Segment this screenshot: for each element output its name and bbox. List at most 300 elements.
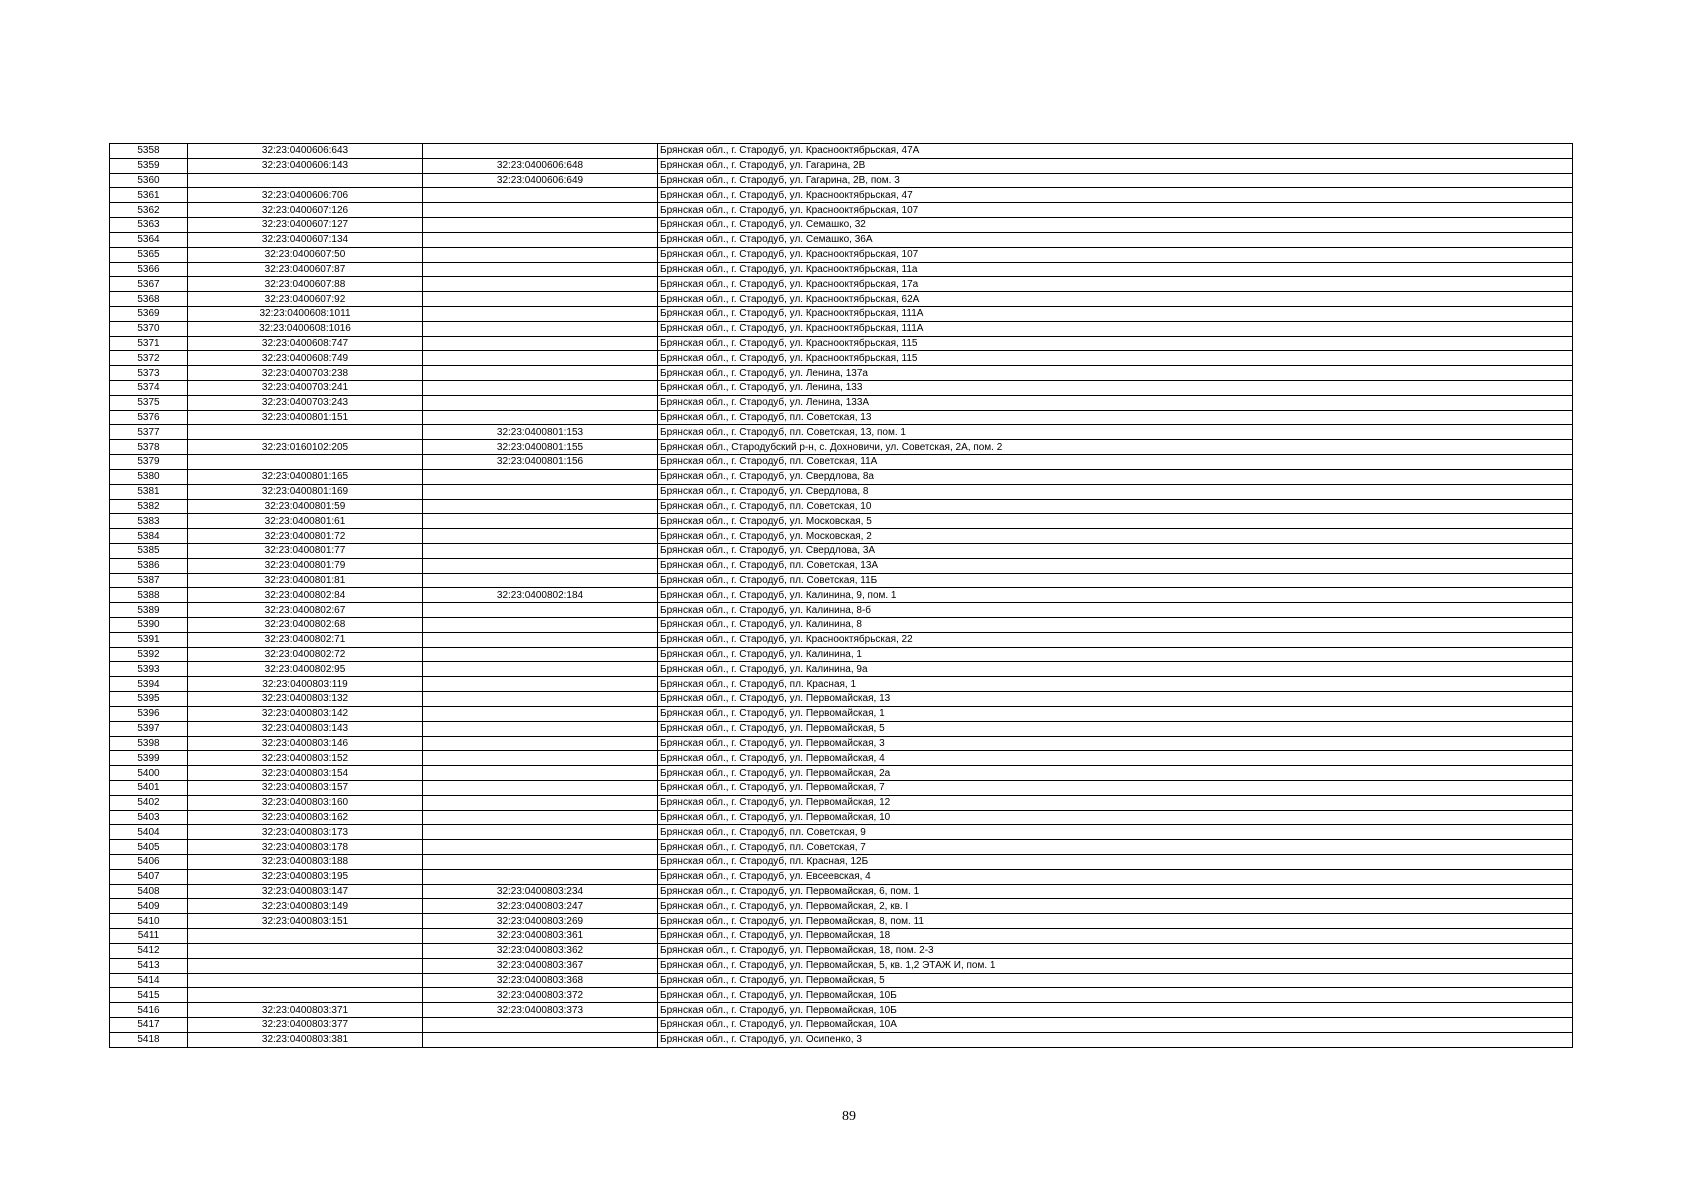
row-number-cell: 5408	[110, 884, 188, 899]
table-row	[110, 929, 1573, 944]
related-cadastral-number-cell	[423, 262, 658, 277]
table-row	[110, 899, 1573, 914]
table-row	[110, 292, 1573, 307]
cadastral-number-cell: 32:23:0400803:154	[188, 766, 423, 781]
table-row	[110, 499, 1573, 514]
table-row	[110, 543, 1573, 558]
address-cell: Брянская обл., г. Стародуб, ул. Первомайская, 10А	[658, 1017, 1573, 1032]
table-row	[110, 1032, 1573, 1047]
row-number-cell: 5399	[110, 751, 188, 766]
address-cell: Брянская обл., г. Стародуб, ул. Евсеевская, 4	[658, 869, 1573, 884]
address-cell: Брянская обл., г. Стародуб, ул. Первомайская, 18	[658, 929, 1573, 944]
row-number-cell: 5412	[110, 943, 188, 958]
row-number-cell: 5403	[110, 810, 188, 825]
related-cadastral-number-cell	[423, 366, 658, 381]
table-row	[110, 203, 1573, 218]
address-cell: Брянская обл., г. Стародуб, ул. Краснооктябрьская, 115	[658, 351, 1573, 366]
row-number-cell: 5395	[110, 692, 188, 707]
row-number-cell: 5379	[110, 455, 188, 470]
row-number-cell: 5377	[110, 425, 188, 440]
cadastral-number-cell	[188, 973, 423, 988]
related-cadastral-number-cell: 32:23:0400803:367	[423, 958, 658, 973]
row-number-cell: 5401	[110, 780, 188, 795]
cadastral-number-cell: 32:23:0400801:59	[188, 499, 423, 514]
table-row	[110, 306, 1573, 321]
address-cell: Брянская обл., г. Стародуб, ул. Первомайская, 6, пом. 1	[658, 884, 1573, 899]
cadastral-number-cell: 32:23:0400803:132	[188, 692, 423, 707]
cadastral-number-cell: 32:23:0400801:151	[188, 410, 423, 425]
related-cadastral-number-cell: 32:23:0400803:269	[423, 914, 658, 929]
address-cell: Брянская обл., г. Стародуб, пл. Советская, 10	[658, 499, 1573, 514]
row-number-cell: 5410	[110, 914, 188, 929]
address-cell: Брянская обл., г. Стародуб, пл. Советская, 11А	[658, 455, 1573, 470]
cadastral-number-cell	[188, 958, 423, 973]
address-cell: Брянская обл., Стародубский р-н, с. Дохновичи, ул. Советская, 2А, пом. 2	[658, 440, 1573, 455]
address-cell: Брянская обл., г. Стародуб, ул. Ленина, 133А	[658, 395, 1573, 410]
table-row	[110, 973, 1573, 988]
address-cell: Брянская обл., г. Стародуб, ул. Первомайская, 13	[658, 692, 1573, 707]
row-number-cell: 5360	[110, 173, 188, 188]
row-number-cell: 5406	[110, 855, 188, 870]
cadastral-number-cell: 32:23:0400803:152	[188, 751, 423, 766]
row-number-cell: 5389	[110, 603, 188, 618]
cadastral-number-cell: 32:23:0400703:241	[188, 381, 423, 396]
address-cell: Брянская обл., г. Стародуб, ул. Свердлова, 3А	[658, 543, 1573, 558]
row-number-cell: 5383	[110, 514, 188, 529]
cadastral-number-cell: 32:23:0400801:61	[188, 514, 423, 529]
address-cell: Брянская обл., г. Стародуб, ул. Калинина, 8-б	[658, 603, 1573, 618]
table-row	[110, 766, 1573, 781]
row-number-cell: 5397	[110, 721, 188, 736]
related-cadastral-number-cell	[423, 306, 658, 321]
table-row	[110, 706, 1573, 721]
row-number-cell: 5361	[110, 188, 188, 203]
cadastral-number-cell: 32:23:0400803:119	[188, 677, 423, 692]
address-cell: Брянская обл., г. Стародуб, ул. Краснооктябрьская, 17а	[658, 277, 1573, 292]
row-number-cell: 5391	[110, 632, 188, 647]
table-row	[110, 351, 1573, 366]
cadastral-number-cell: 32:23:0400803:151	[188, 914, 423, 929]
related-cadastral-number-cell	[423, 499, 658, 514]
related-cadastral-number-cell: 32:23:0400801:156	[423, 455, 658, 470]
address-cell: Брянская обл., г. Стародуб, ул. Краснооктябрьская, 111А	[658, 321, 1573, 336]
table-row	[110, 455, 1573, 470]
row-number-cell: 5363	[110, 218, 188, 233]
related-cadastral-number-cell: 32:23:0400606:649	[423, 173, 658, 188]
table-row	[110, 588, 1573, 603]
related-cadastral-number-cell	[423, 558, 658, 573]
address-cell: Брянская обл., г. Стародуб, ул. Краснооктябрьская, 111А	[658, 306, 1573, 321]
address-cell: Брянская обл., г. Стародуб, ул. Гагарина, 2В	[658, 158, 1573, 173]
table-row	[110, 573, 1573, 588]
table-row	[110, 144, 1573, 159]
related-cadastral-number-cell	[423, 618, 658, 633]
row-number-cell: 5371	[110, 336, 188, 351]
table-row	[110, 336, 1573, 351]
related-cadastral-number-cell	[423, 780, 658, 795]
row-number-cell: 5365	[110, 247, 188, 262]
cadastral-number-cell: 32:23:0400802:71	[188, 632, 423, 647]
related-cadastral-number-cell	[423, 662, 658, 677]
address-cell: Брянская обл., г. Стародуб, ул. Первомайская, 18, пом. 2-3	[658, 943, 1573, 958]
table-row	[110, 618, 1573, 633]
cadastral-number-cell: 32:23:0400803:160	[188, 795, 423, 810]
table-row	[110, 381, 1573, 396]
table-row	[110, 736, 1573, 751]
table-row	[110, 440, 1573, 455]
address-cell: Брянская обл., г. Стародуб, ул. Московская, 2	[658, 529, 1573, 544]
cadastral-number-cell: 32:23:0400801:77	[188, 543, 423, 558]
row-number-cell: 5390	[110, 618, 188, 633]
related-cadastral-number-cell	[423, 351, 658, 366]
table-row	[110, 869, 1573, 884]
related-cadastral-number-cell	[423, 766, 658, 781]
table-row	[110, 425, 1573, 440]
related-cadastral-number-cell	[423, 218, 658, 233]
related-cadastral-number-cell: 32:23:0400606:648	[423, 158, 658, 173]
address-cell: Брянская обл., г. Стародуб, ул. Калинина, 9, пом. 1	[658, 588, 1573, 603]
address-cell: Брянская обл., г. Стародуб, ул. Первомайская, 5	[658, 973, 1573, 988]
address-cell: Брянская обл., г. Стародуб, ул. Краснооктябрьская, 62А	[658, 292, 1573, 307]
address-cell: Брянская обл., г. Стародуб, ул. Первомайская, 3	[658, 736, 1573, 751]
cadastral-number-cell: 32:23:0400607:126	[188, 203, 423, 218]
related-cadastral-number-cell	[423, 381, 658, 396]
address-cell: Брянская обл., г. Стародуб, ул. Первомайская, 5, кв. 1,2 ЭТАЖ И, пом. 1	[658, 958, 1573, 973]
cadastral-number-cell: 32:23:0400703:243	[188, 395, 423, 410]
table-row	[110, 158, 1573, 173]
related-cadastral-number-cell	[423, 855, 658, 870]
address-cell: Брянская обл., г. Стародуб, пл. Советская, 13	[658, 410, 1573, 425]
cadastral-number-cell	[188, 173, 423, 188]
related-cadastral-number-cell	[423, 529, 658, 544]
related-cadastral-number-cell	[423, 692, 658, 707]
address-cell: Брянская обл., г. Стародуб, ул. Калинина, 8	[658, 618, 1573, 633]
address-cell: Брянская обл., г. Стародуб, ул. Семашко, 32	[658, 218, 1573, 233]
address-cell: Брянская обл., г. Стародуб, пл. Советская, 13, пом. 1	[658, 425, 1573, 440]
row-number-cell: 5381	[110, 484, 188, 499]
registry-table	[109, 143, 1573, 1048]
related-cadastral-number-cell	[423, 573, 658, 588]
table-row	[110, 218, 1573, 233]
row-number-cell: 5400	[110, 766, 188, 781]
row-number-cell: 5404	[110, 825, 188, 840]
table-row	[110, 825, 1573, 840]
page-number: 89	[842, 1109, 856, 1124]
table-row	[110, 795, 1573, 810]
address-cell: Брянская обл., г. Стародуб, ул. Первомайская, 10	[658, 810, 1573, 825]
related-cadastral-number-cell	[423, 232, 658, 247]
table-row	[110, 751, 1573, 766]
row-number-cell: 5380	[110, 469, 188, 484]
address-cell: Брянская обл., г. Стародуб, ул. Первомайская, 7	[658, 780, 1573, 795]
cadastral-number-cell: 32:23:0400801:81	[188, 573, 423, 588]
table-row	[110, 321, 1573, 336]
related-cadastral-number-cell	[423, 514, 658, 529]
address-cell: Брянская обл., г. Стародуб, ул. Калинина, 1	[658, 647, 1573, 662]
row-number-cell: 5367	[110, 277, 188, 292]
related-cadastral-number-cell	[423, 632, 658, 647]
related-cadastral-number-cell	[423, 188, 658, 203]
row-number-cell: 5409	[110, 899, 188, 914]
cadastral-number-cell: 32:23:0160102:205	[188, 440, 423, 455]
cadastral-number-cell: 32:23:0400802:72	[188, 647, 423, 662]
related-cadastral-number-cell: 32:23:0400803:362	[423, 943, 658, 958]
address-cell: Брянская обл., г. Стародуб, ул. Краснооктябрьская, 47А	[658, 144, 1573, 159]
address-cell: Брянская обл., г. Стародуб, ул. Московская, 5	[658, 514, 1573, 529]
table-row	[110, 603, 1573, 618]
cadastral-number-cell: 32:23:0400803:371	[188, 1003, 423, 1018]
related-cadastral-number-cell	[423, 840, 658, 855]
row-number-cell: 5387	[110, 573, 188, 588]
table-row	[110, 840, 1573, 855]
cadastral-number-cell: 32:23:0400803:188	[188, 855, 423, 870]
cadastral-number-cell: 32:23:0400802:84	[188, 588, 423, 603]
table-row	[110, 262, 1573, 277]
row-number-cell: 5392	[110, 647, 188, 662]
cadastral-number-cell: 32:23:0400801:72	[188, 529, 423, 544]
address-cell: Брянская обл., г. Стародуб, ул. Первомайская, 5	[658, 721, 1573, 736]
row-number-cell: 5386	[110, 558, 188, 573]
table-row	[110, 943, 1573, 958]
address-cell: Брянская обл., г. Стародуб, ул. Краснооктябрьская, 11а	[658, 262, 1573, 277]
address-cell: Брянская обл., г. Стародуб, ул. Семашко, 36А	[658, 232, 1573, 247]
row-number-cell: 5369	[110, 306, 188, 321]
table-row	[110, 484, 1573, 499]
row-number-cell: 5413	[110, 958, 188, 973]
cadastral-number-cell: 32:23:0400803:147	[188, 884, 423, 899]
cadastral-number-cell: 32:23:0400802:67	[188, 603, 423, 618]
row-number-cell: 5374	[110, 381, 188, 396]
row-number-cell: 5372	[110, 351, 188, 366]
document-sheet	[109, 143, 1573, 1048]
address-cell: Брянская обл., г. Стародуб, пл. Советская, 13А	[658, 558, 1573, 573]
related-cadastral-number-cell: 32:23:0400801:153	[423, 425, 658, 440]
row-number-cell: 5418	[110, 1032, 188, 1047]
row-number-cell: 5416	[110, 1003, 188, 1018]
address-cell: Брянская обл., г. Стародуб, ул. Первомайская, 10Б	[658, 988, 1573, 1003]
related-cadastral-number-cell	[423, 603, 658, 618]
related-cadastral-number-cell	[423, 706, 658, 721]
cadastral-number-cell: 32:23:0400802:95	[188, 662, 423, 677]
related-cadastral-number-cell	[423, 247, 658, 262]
table-row	[110, 647, 1573, 662]
table-row	[110, 395, 1573, 410]
table-row	[110, 469, 1573, 484]
address-cell: Брянская обл., г. Стародуб, ул. Первомайская, 2а	[658, 766, 1573, 781]
cadastral-number-cell: 32:23:0400803:178	[188, 840, 423, 855]
related-cadastral-number-cell	[423, 736, 658, 751]
table-row	[110, 662, 1573, 677]
address-cell: Брянская обл., г. Стародуб, ул. Краснооктябрьская, 47	[658, 188, 1573, 203]
related-cadastral-number-cell	[423, 277, 658, 292]
address-cell: Брянская обл., г. Стародуб, ул. Первомайская, 4	[658, 751, 1573, 766]
related-cadastral-number-cell	[423, 869, 658, 884]
cadastral-number-cell: 32:23:0400606:143	[188, 158, 423, 173]
table-row	[110, 529, 1573, 544]
address-cell: Брянская обл., г. Стародуб, ул. Осипенко, 3	[658, 1032, 1573, 1047]
table-row	[110, 1003, 1573, 1018]
row-number-cell: 5384	[110, 529, 188, 544]
address-cell: Брянская обл., г. Стародуб, ул. Калинина, 9а	[658, 662, 1573, 677]
related-cadastral-number-cell	[423, 410, 658, 425]
cadastral-number-cell: 32:23:0400801:79	[188, 558, 423, 573]
table-row	[110, 884, 1573, 899]
cadastral-number-cell: 32:23:0400803:195	[188, 869, 423, 884]
row-number-cell: 5366	[110, 262, 188, 277]
related-cadastral-number-cell: 32:23:0400803:234	[423, 884, 658, 899]
cadastral-number-cell: 32:23:0400607:88	[188, 277, 423, 292]
table-row	[110, 514, 1573, 529]
row-number-cell: 5376	[110, 410, 188, 425]
related-cadastral-number-cell	[423, 1017, 658, 1032]
cadastral-number-cell	[188, 988, 423, 1003]
cadastral-number-cell: 32:23:0400607:50	[188, 247, 423, 262]
cadastral-number-cell: 32:23:0400608:747	[188, 336, 423, 351]
address-cell: Брянская обл., г. Стародуб, пл. Советская, 9	[658, 825, 1573, 840]
table-row	[110, 988, 1573, 1003]
related-cadastral-number-cell	[423, 810, 658, 825]
row-number-cell: 5368	[110, 292, 188, 307]
address-cell: Брянская обл., г. Стародуб, ул. Первомайская, 8, пом. 11	[658, 914, 1573, 929]
address-cell: Брянская обл., г. Стародуб, ул. Свердлова, 8а	[658, 469, 1573, 484]
cadastral-number-cell: 32:23:0400607:92	[188, 292, 423, 307]
cadastral-number-cell: 32:23:0400607:134	[188, 232, 423, 247]
cadastral-number-cell: 32:23:0400803:157	[188, 780, 423, 795]
related-cadastral-number-cell	[423, 721, 658, 736]
row-number-cell: 5411	[110, 929, 188, 944]
row-number-cell: 5415	[110, 988, 188, 1003]
related-cadastral-number-cell: 32:23:0400801:155	[423, 440, 658, 455]
address-cell: Брянская обл., г. Стародуб, пл. Красная, 1	[658, 677, 1573, 692]
row-number-cell: 5405	[110, 840, 188, 855]
row-number-cell: 5364	[110, 232, 188, 247]
related-cadastral-number-cell	[423, 543, 658, 558]
related-cadastral-number-cell	[423, 144, 658, 159]
table-row	[110, 780, 1573, 795]
address-cell: Брянская обл., г. Стародуб, ул. Первомайская, 1	[658, 706, 1573, 721]
table-row	[110, 810, 1573, 825]
related-cadastral-number-cell	[423, 825, 658, 840]
address-cell: Брянская обл., г. Стародуб, пл. Советская, 7	[658, 840, 1573, 855]
row-number-cell: 5414	[110, 973, 188, 988]
related-cadastral-number-cell	[423, 395, 658, 410]
row-number-cell: 5382	[110, 499, 188, 514]
cadastral-number-cell: 32:23:0400803:149	[188, 899, 423, 914]
address-cell: Брянская обл., г. Стародуб, ул. Ленина, 137а	[658, 366, 1573, 381]
related-cadastral-number-cell	[423, 484, 658, 499]
row-number-cell: 5407	[110, 869, 188, 884]
row-number-cell: 5375	[110, 395, 188, 410]
related-cadastral-number-cell	[423, 292, 658, 307]
cadastral-number-cell: 32:23:0400608:749	[188, 351, 423, 366]
related-cadastral-number-cell	[423, 469, 658, 484]
table-row	[110, 958, 1573, 973]
cadastral-number-cell: 32:23:0400803:142	[188, 706, 423, 721]
table-row	[110, 558, 1573, 573]
related-cadastral-number-cell	[423, 321, 658, 336]
related-cadastral-number-cell	[423, 336, 658, 351]
address-cell: Брянская обл., г. Стародуб, ул. Гагарина, 2В, пом. 3	[658, 173, 1573, 188]
row-number-cell: 5398	[110, 736, 188, 751]
cadastral-number-cell	[188, 425, 423, 440]
address-cell: Брянская обл., г. Стародуб, ул. Краснооктябрьская, 107	[658, 203, 1573, 218]
row-number-cell: 5378	[110, 440, 188, 455]
cadastral-number-cell: 32:23:0400803:173	[188, 825, 423, 840]
cadastral-number-cell: 32:23:0400606:643	[188, 144, 423, 159]
cadastral-number-cell: 32:23:0400801:165	[188, 469, 423, 484]
related-cadastral-number-cell	[423, 677, 658, 692]
registry-table-body	[110, 144, 1573, 1048]
address-cell: Брянская обл., г. Стародуб, ул. Первомайская, 12	[658, 795, 1573, 810]
cadastral-number-cell	[188, 943, 423, 958]
cadastral-number-cell: 32:23:0400608:1011	[188, 306, 423, 321]
related-cadastral-number-cell: 32:23:0400803:361	[423, 929, 658, 944]
table-row	[110, 721, 1573, 736]
related-cadastral-number-cell	[423, 647, 658, 662]
row-number-cell: 5370	[110, 321, 188, 336]
cadastral-number-cell: 32:23:0400803:146	[188, 736, 423, 751]
cadastral-number-cell: 32:23:0400607:87	[188, 262, 423, 277]
table-row	[110, 188, 1573, 203]
cadastral-number-cell	[188, 455, 423, 470]
related-cadastral-number-cell	[423, 751, 658, 766]
row-number-cell: 5417	[110, 1017, 188, 1032]
address-cell: Брянская обл., г. Стародуб, ул. Краснооктябрьская, 115	[658, 336, 1573, 351]
address-cell: Брянская обл., г. Стародуб, пл. Красная, 12Б	[658, 855, 1573, 870]
related-cadastral-number-cell: 32:23:0400802:184	[423, 588, 658, 603]
related-cadastral-number-cell	[423, 1032, 658, 1047]
cadastral-number-cell	[188, 929, 423, 944]
cadastral-number-cell: 32:23:0400803:377	[188, 1017, 423, 1032]
cadastral-number-cell: 32:23:0400703:238	[188, 366, 423, 381]
related-cadastral-number-cell	[423, 795, 658, 810]
address-cell: Брянская обл., г. Стародуб, ул. Первомайская, 2, кв. I	[658, 899, 1573, 914]
related-cadastral-number-cell	[423, 203, 658, 218]
cadastral-number-cell: 32:23:0400803:162	[188, 810, 423, 825]
cadastral-number-cell: 32:23:0400803:381	[188, 1032, 423, 1047]
table-row	[110, 410, 1573, 425]
cadastral-number-cell: 32:23:0400803:143	[188, 721, 423, 736]
related-cadastral-number-cell: 32:23:0400803:368	[423, 973, 658, 988]
table-row	[110, 247, 1573, 262]
table-row	[110, 366, 1573, 381]
address-cell: Брянская обл., г. Стародуб, ул. Краснооктябрьская, 22	[658, 632, 1573, 647]
table-row	[110, 914, 1573, 929]
row-number-cell: 5402	[110, 795, 188, 810]
cadastral-number-cell: 32:23:0400801:169	[188, 484, 423, 499]
related-cadastral-number-cell: 32:23:0400803:247	[423, 899, 658, 914]
row-number-cell: 5385	[110, 543, 188, 558]
related-cadastral-number-cell: 32:23:0400803:372	[423, 988, 658, 1003]
row-number-cell: 5396	[110, 706, 188, 721]
row-number-cell: 5362	[110, 203, 188, 218]
row-number-cell: 5358	[110, 144, 188, 159]
address-cell: Брянская обл., г. Стародуб, ул. Ленина, 133	[658, 381, 1573, 396]
row-number-cell: 5388	[110, 588, 188, 603]
table-row	[110, 692, 1573, 707]
table-row	[110, 232, 1573, 247]
row-number-cell: 5393	[110, 662, 188, 677]
address-cell: Брянская обл., г. Стародуб, ул. Свердлова, 8	[658, 484, 1573, 499]
address-cell: Брянская обл., г. Стародуб, ул. Первомайская, 10Б	[658, 1003, 1573, 1018]
related-cadastral-number-cell: 32:23:0400803:373	[423, 1003, 658, 1018]
table-row	[110, 677, 1573, 692]
cadastral-number-cell: 32:23:0400608:1016	[188, 321, 423, 336]
address-cell: Брянская обл., г. Стародуб, пл. Советская, 11Б	[658, 573, 1573, 588]
table-row	[110, 277, 1573, 292]
row-number-cell: 5359	[110, 158, 188, 173]
address-cell: Брянская обл., г. Стародуб, ул. Краснооктябрьская, 107	[658, 247, 1573, 262]
